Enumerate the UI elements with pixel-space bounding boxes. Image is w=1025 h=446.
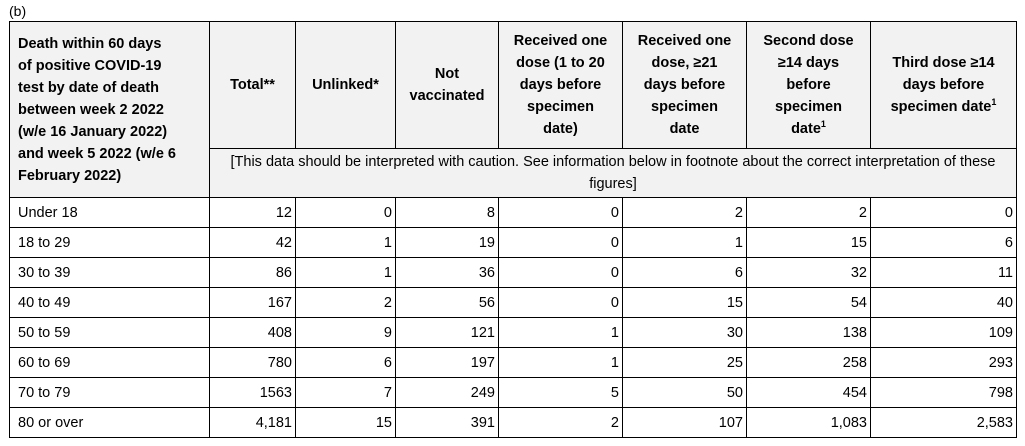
cell-second-dose: 1,083 (747, 408, 871, 438)
table-row (10, 378, 1017, 408)
cell-not-vaccinated: 19 (396, 228, 499, 258)
row-age-band: 40 to 49 (10, 288, 210, 318)
row-age-band: Under 18 (10, 198, 210, 228)
cell-second-dose: 32 (747, 258, 871, 288)
cell-one-dose-21-days: 2 (623, 198, 747, 228)
caution-note: [This data should be interpreted with caution. See information below in footnote about the correct interpretation of these figures] (210, 149, 1017, 198)
table-body (10, 198, 1017, 438)
cell-one-dose-21-days: 6 (623, 258, 747, 288)
cell-not-vaccinated: 121 (396, 318, 499, 348)
table-row (10, 228, 1017, 258)
header-one-dose-1-20-days: Received one dose (1 to 20 days before specimen date) (499, 22, 623, 149)
cell-unlinked: 0 (296, 198, 396, 228)
cell-not-vaccinated: 197 (396, 348, 499, 378)
cell-not-vaccinated: 36 (396, 258, 499, 288)
cell-third-dose: 6 (871, 228, 1017, 258)
cell-one-dose-21-days: 1 (623, 228, 747, 258)
header-unlinked: Unlinked* (296, 22, 396, 149)
cell-unlinked: 15 (296, 408, 396, 438)
table-row (10, 288, 1017, 318)
cell-third-dose: 2,583 (871, 408, 1017, 438)
header-not-vaccinated: Not vaccinated (396, 22, 499, 149)
cell-second-dose: 258 (747, 348, 871, 378)
header-second-dose: Second dose ≥14 days before specimen date$^1$ (747, 22, 871, 149)
table-row (10, 348, 1017, 378)
cell-third-dose: 798 (871, 378, 1017, 408)
cell-one-dose-1-20-days: 0 (499, 198, 623, 228)
cell-third-dose: 293 (871, 348, 1017, 378)
row-age-band: 60 to 69 (10, 348, 210, 378)
row-age-band: 80 or over (10, 408, 210, 438)
cell-unlinked: 9 (296, 318, 396, 348)
cell-unlinked: 2 (296, 288, 396, 318)
panel-label: (b) (9, 3, 27, 19)
cell-total: 4,181 (210, 408, 296, 438)
cell-not-vaccinated: 56 (396, 288, 499, 318)
cell-second-dose: 454 (747, 378, 871, 408)
cell-unlinked: 1 (296, 258, 396, 288)
cell-third-dose: 11 (871, 258, 1017, 288)
cell-third-dose: 109 (871, 318, 1017, 348)
cell-total: 86 (210, 258, 296, 288)
cell-one-dose-21-days: 30 (623, 318, 747, 348)
table-row (10, 318, 1017, 348)
cell-not-vaccinated: 249 (396, 378, 499, 408)
row-age-band: 50 to 59 (10, 318, 210, 348)
cell-second-dose: 54 (747, 288, 871, 318)
cell-one-dose-21-days: 50 (623, 378, 747, 408)
row-age-band: 30 to 39 (10, 258, 210, 288)
header-third-dose: Third dose ≥14 days before specimen date$^1$ (871, 22, 1017, 149)
cell-third-dose: 0 (871, 198, 1017, 228)
cell-one-dose-21-days: 25 (623, 348, 747, 378)
cell-one-dose-1-20-days: 5 (499, 378, 623, 408)
header-death-definition: Death within 60 days of positive COVID-19 test by date of death between week 2 2022 (w/e 16 January 2022) and week 5 2022 (w/e 6 February 2022) (10, 22, 210, 198)
cell-second-dose: 138 (747, 318, 871, 348)
cell-one-dose-21-days: 15 (623, 288, 747, 318)
cell-one-dose-1-20-days: 2 (499, 408, 623, 438)
cell-second-dose: 15 (747, 228, 871, 258)
cell-total: 780 (210, 348, 296, 378)
cell-total: 408 (210, 318, 296, 348)
header-one-dose-21-days: Received one dose, ≥21 days before specimen date (623, 22, 747, 149)
table-row (10, 408, 1017, 438)
cell-total: 1563 (210, 378, 296, 408)
cell-one-dose-1-20-days: 0 (499, 258, 623, 288)
cell-total: 12 (210, 198, 296, 228)
cell-total: 167 (210, 288, 296, 318)
footnote-marker: 1 (991, 97, 997, 108)
table-header (10, 22, 1017, 198)
cell-unlinked: 6 (296, 348, 396, 378)
header-total: Total** (210, 22, 296, 149)
table-row (10, 198, 1017, 228)
cell-one-dose-1-20-days: 1 (499, 348, 623, 378)
cell-one-dose-21-days: 107 (623, 408, 747, 438)
row-age-band: 70 to 79 (10, 378, 210, 408)
cell-total: 42 (210, 228, 296, 258)
row-age-band: 18 to 29 (10, 228, 210, 258)
cell-unlinked: 1 (296, 228, 396, 258)
column-header-row (10, 22, 1017, 149)
cell-second-dose: 2 (747, 198, 871, 228)
footnote-marker: 1 (820, 119, 826, 130)
cell-third-dose: 40 (871, 288, 1017, 318)
cell-not-vaccinated: 391 (396, 408, 499, 438)
cell-one-dose-1-20-days: 0 (499, 288, 623, 318)
table-row (10, 258, 1017, 288)
cell-unlinked: 7 (296, 378, 396, 408)
covid-deaths-table (9, 21, 1017, 438)
cell-not-vaccinated: 8 (396, 198, 499, 228)
cell-one-dose-1-20-days: 1 (499, 318, 623, 348)
cell-one-dose-1-20-days: 0 (499, 228, 623, 258)
